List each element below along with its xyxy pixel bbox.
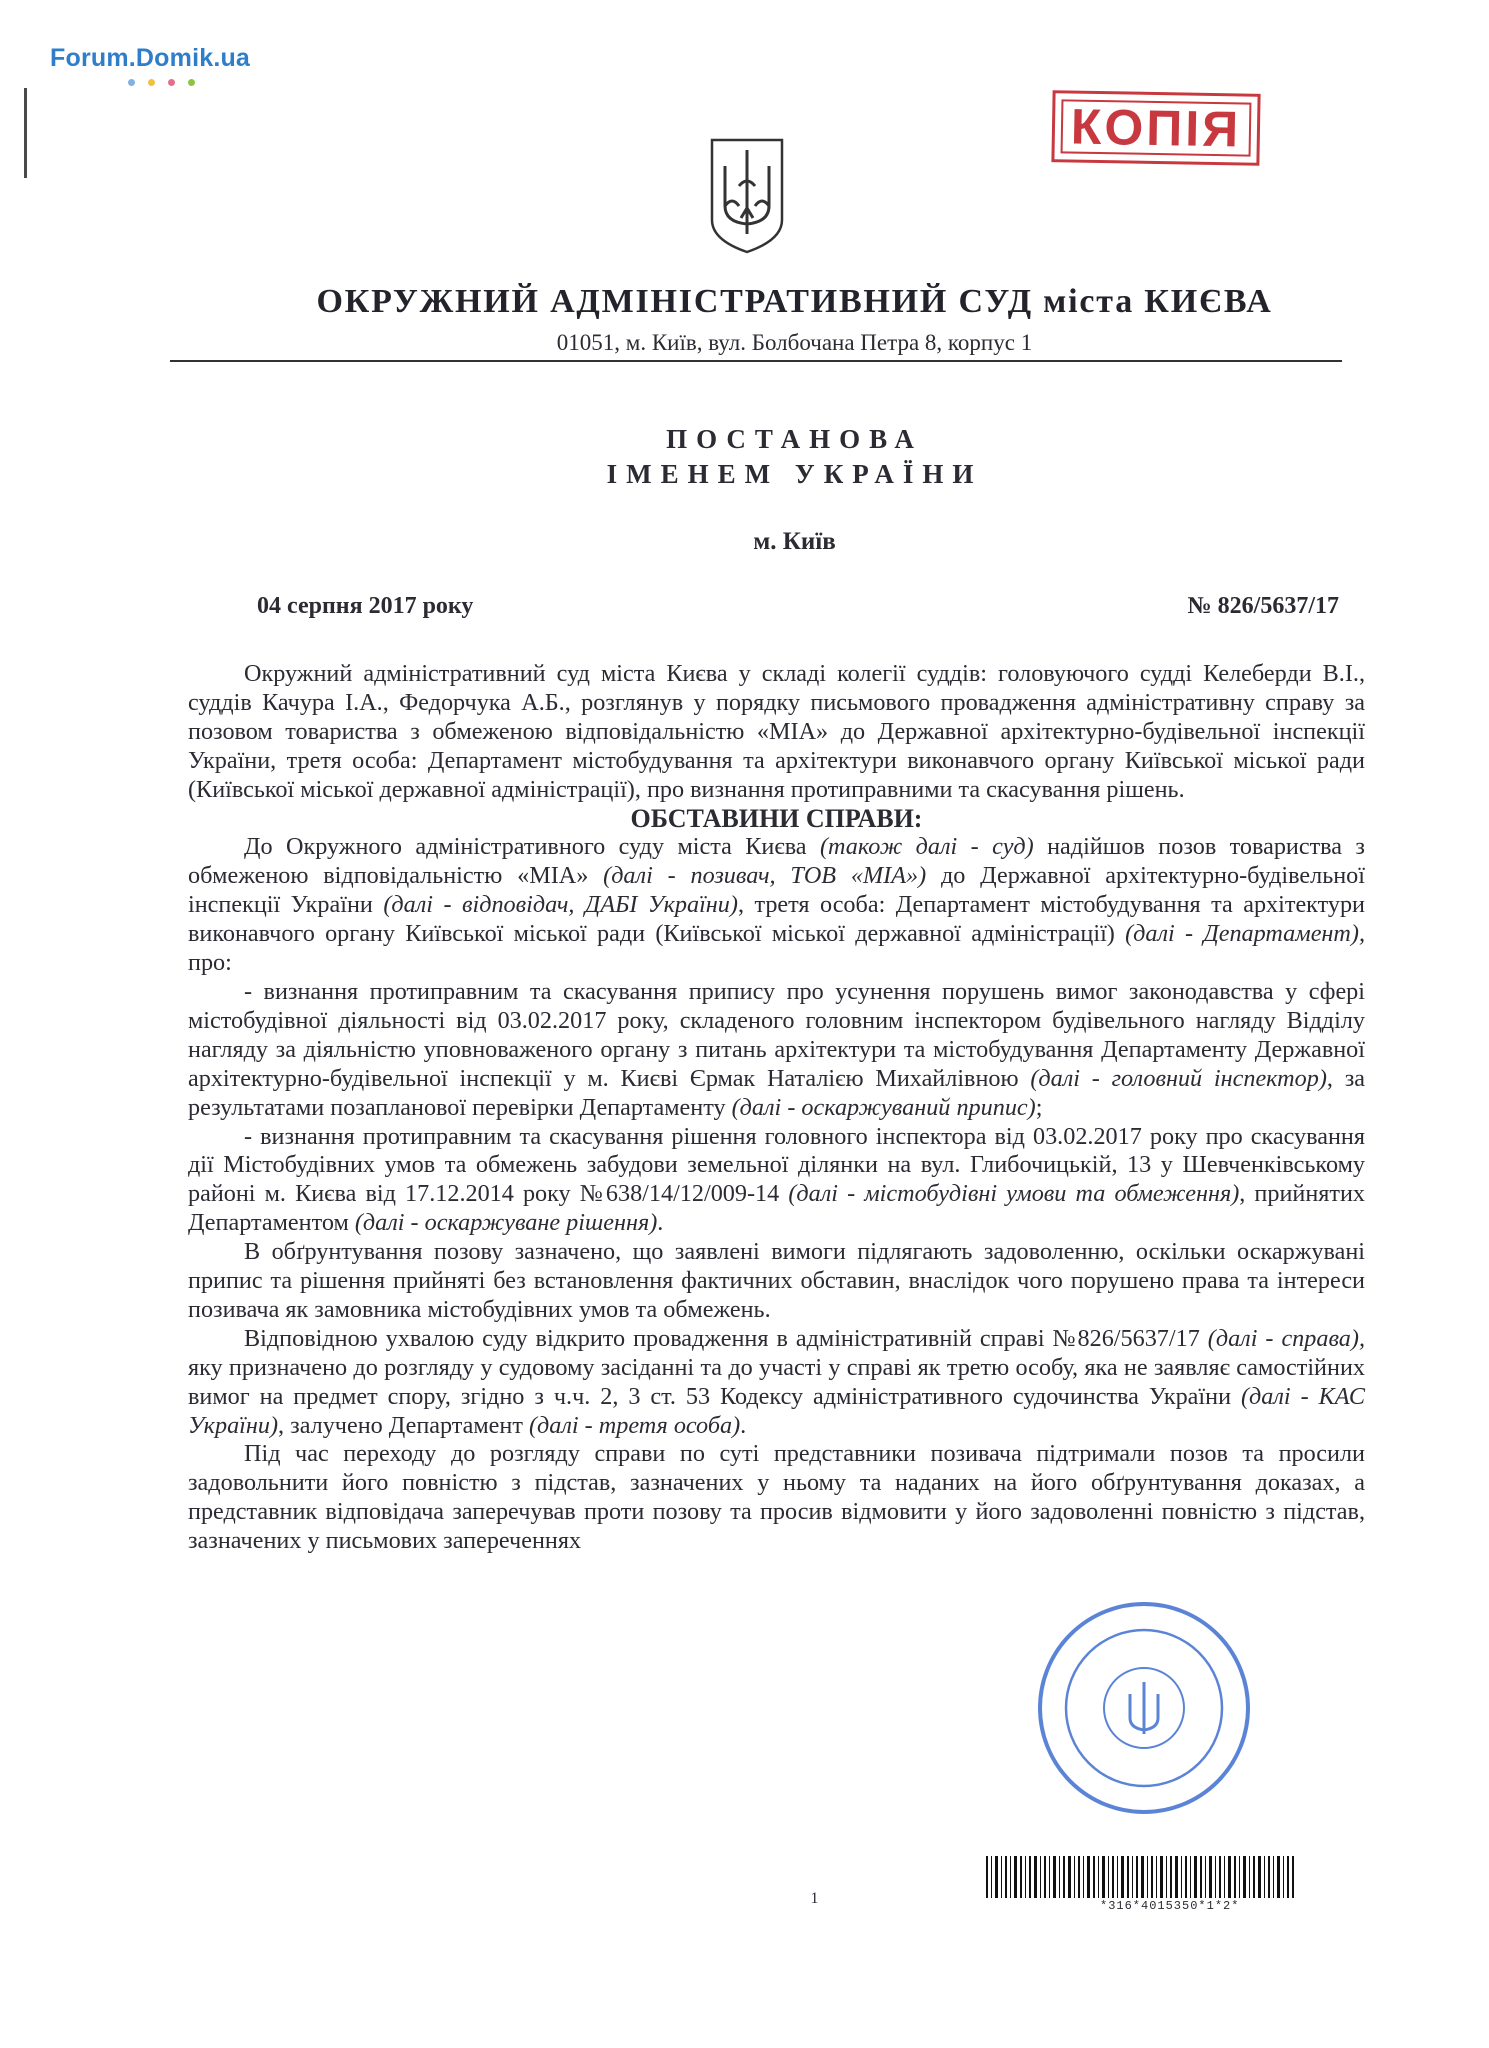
- document-date: 04 серпня 2017 року: [257, 593, 474, 619]
- trident-icon: [708, 136, 786, 256]
- page-number: 1: [810, 1890, 819, 1907]
- paragraph-grounds: В обґрунтування позову зазначено, що заявлені вимоги підлягають задоволенню, оскільки оскаржувані припис та рішення прийняті без встановлення фактичних обставин, внаслідок чого порушено права та інтереси позивача як замовника містобудівних умов та обмежень.: [188, 1238, 1365, 1323]
- watermark-dot: [128, 79, 135, 86]
- paragraph-claim: До Окружного адміністративного суду міста Києва (також далі - суд) надійшов позов товариства з обмеженою відповідальністю «МІА» (далі - позивач, ТОВ «МІА») до Державної архітектурно-будівельної інспекції України (далі - відповідач, ДАБІ України), третя особа: Департамент містобудування та архітектури виконавчого органу Київської міської ради (Київської міської державної адміністрації) (далі - Департамент), про:: [188, 833, 1366, 977]
- document-body: [188, 660, 1365, 1556]
- court-seal-icon: [1034, 1598, 1254, 1818]
- paragraph-demand-2: - визнання протиправним та скасування рішення головного інспектора від 03.02.2017 року про скасування дії Містобудівних умов та обмежень забудови земельної ділянки на вул. Глибочицькій, 13 у Шевченківському районі м. Києва від 17.12.2014 року №638/14/12/009-14 (далі - містобудівні умови та обмеження), прийнятих Департаментом (далі - оскаржуване рішення).: [188, 1122, 1366, 1237]
- paragraph-demand-1: - визнання протиправним та скасування припису про усунення порушень вимог законодавства у сфері містобудівної діяльності від 03.02.2017 року, складеного головним інспектором будівельного нагляду Відділу нагляду за діяльністю уповноваженого органу з питань архітектури та містобудування Департаменту Державної архітектурно-будівельної інспекції у м. Києві Єрмак Наталією Михайлівною (далі - головний інспектор), за результатами позапланової перевірки Департаменту (далі - оскаржуваний припис);: [188, 977, 1365, 1121]
- copy-stamp-text: КОПІЯ: [1070, 98, 1242, 158]
- document-title: ПОСТАНОВА: [666, 424, 923, 454]
- watermark-dots: [128, 79, 195, 86]
- document-subtitle: ІМЕНЕМ УКРАЇНИ: [606, 459, 983, 489]
- paragraph-proceedings: Відповідною ухвалою суду відкрито провадження в адміністративній справі №826/5637/17 (далі - справа), яку призначено до розгляду у судовому засіданні та до участі у справі як третю особу, яка не заявляє самостійних вимог на предмет спору, згідно з ч.ч. 2, 3 ст. 53 Кодексу адміністративного судочинства України (далі - КАС України), залучено Департамент (далі - третя особа).: [188, 1324, 1365, 1439]
- forum-watermark: Forum.Domik.ua: [50, 44, 251, 72]
- intro-paragraph: Окружний адміністративний суд міста Києва у складі колегії суддів: головуючого судді Келеберди В.І., суддів Качура І.А., Федорчука А.Б., розглянув у порядку письмового провадження адміністративну справу за позовом товариства з обмеженою відповідальністю «МІА» до Державної архітектурно-будівельної інспекції України, третя особа: Департамент містобудування та архітектури виконавчого органу Київської міської ради (Київської міської державної адміністрації), про визнання протиправними та скасування рішень.: [188, 660, 1365, 803]
- header-divider: [170, 360, 1342, 362]
- case-number: № 826/5637/17: [1187, 593, 1339, 619]
- document-city: м. Київ: [753, 528, 836, 555]
- section-title: ОБСТАВИНИ СПРАВИ:: [630, 803, 923, 833]
- scan-mark: [24, 88, 27, 178]
- barcode-number: *316*4015350*1*2*: [1100, 1899, 1240, 1913]
- court-address: 01051, м. Київ, вул. Болбочана Петра 8, корпус 1: [556, 330, 1033, 355]
- paragraph-hearing: Під час переходу до розгляду справи по суті представники позивача підтримали позов та просили задовольнити його повністю з підстав, зазначених у ньому та наданих на його обґрунтування доказах, а представник відповідача заперечував проти позову та просив відмовити у його задоволенні повністю з підстав, зазначених у письмових запереченнях: [188, 1440, 1365, 1555]
- watermark-dot: [168, 79, 175, 86]
- court-name: ОКРУЖНИЙ АДМІНІСТРАТИВНИЙ СУД міста КИЄВА: [316, 283, 1273, 320]
- watermark-dot: [148, 79, 155, 86]
- copy-stamp: [1051, 90, 1260, 166]
- watermark-dot: [188, 79, 195, 86]
